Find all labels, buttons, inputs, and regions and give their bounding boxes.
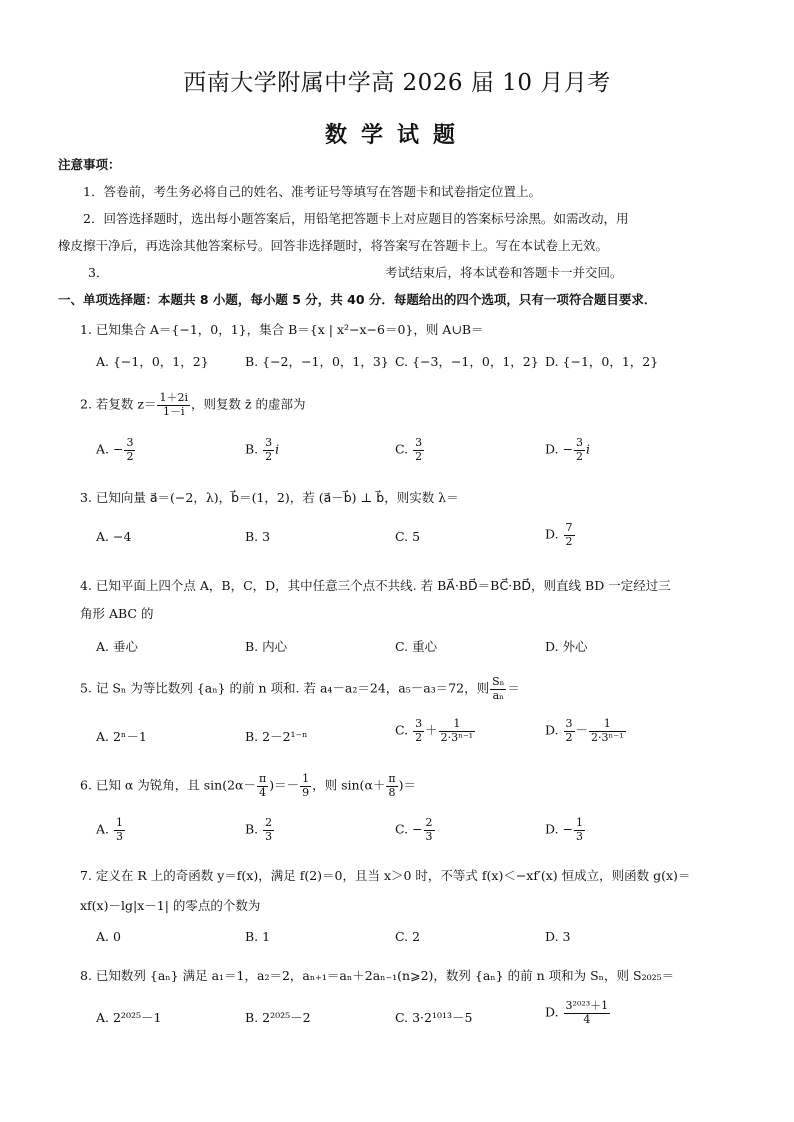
q8-d-frac [564,1000,611,1026]
q2-a-label: A. − [96,441,124,457]
q6-b-den: 3 [265,829,273,843]
note-3-number: 3． [88,265,109,280]
q7-stem-line2: xf(x)－lg|x－1| 的零点的个数为 [80,898,261,913]
q2-d-suffix: i [586,441,590,457]
q6-mid: )＝－ [269,777,300,793]
q2-a-frac [124,437,135,463]
q5-c-frac1 [413,718,424,744]
q6-option-c [395,817,436,843]
q3-option-d [545,522,576,548]
q2-c-den: 2 [415,449,423,463]
q2-d-label: D. − [545,441,573,457]
q4-option-b: B. 内心 [245,639,288,654]
q6-f2-num: 1 [302,772,310,785]
note-1: 1．答卷前，考生务必将自己的姓名、准考证号等填写在答题卡和试卷指定位置上。 [83,184,541,199]
q5-d-frac1 [564,718,575,744]
q2-d-frac [574,437,585,463]
q6-mid2: ，则 sin(α＋ [312,777,386,793]
q6-f3-num: π [388,772,396,785]
q7-option-b: B. 1 [245,929,271,944]
note-2-line1: 2．回答选择题时，选出每小题答案后，用铅笔把答题卡上对应题目的答案标号涂黑。如需改动，用 [83,211,629,226]
q3-option-a: A. −4 [96,529,132,544]
q6-c-label: C. − [395,821,423,837]
q5-fraction [490,676,506,702]
q2-option-c [395,437,425,463]
q2-c-label: C. [395,441,413,457]
q5-option-b: B. 2－2¹⁻ⁿ [245,729,308,744]
q5-stem-post: ＝ [507,680,520,696]
q1-stem: 1. 已知集合 A＝{−1，0，1}，集合 B＝{x | x²−x−6＝0}，则 A∪B＝ [80,322,484,337]
q6-a-label: A. [96,821,113,837]
q3-option-c: C. 5 [395,529,421,544]
q8-stem: 8. 已知数列 {aₙ} 满足 a₁＝1，a₂＝2，aₙ₊₁＝aₙ＋2aₙ₋₁(n⩾2)，数列 {aₙ} 的前 n 项和为 Sₙ，则 S₂₀₂₅＝ [80,968,675,983]
q6-stem [80,773,416,799]
q3-stem: 3. 已知向量 a⃗＝(−2，λ)，b⃗＝(1，2)，若 (a⃗－b⃗) ⊥ b⃗，则实数 λ＝ [80,490,459,505]
q2-b-suffix: i [275,441,280,457]
q2-d-num: 3 [576,436,583,449]
q2-a-den: 2 [126,449,134,463]
q6-c-den: 3 [425,829,433,843]
q6-pre: 6. 已知 α 为锐角，且 sin(2α－ [80,777,256,793]
q6-a-frac [114,817,125,843]
q8-d-label: D. [545,1004,563,1020]
q2-b-frac [263,437,274,463]
q6-option-b [245,817,275,843]
q6-a-num: 1 [115,816,123,829]
q2-stem [80,392,306,418]
q5-option-a: A. 2ⁿ－1 [96,729,147,744]
q5-c-num1: 3 [415,717,423,730]
q5-option-d [545,718,627,744]
q6-f1-num: π [259,772,267,785]
q6-c-num: 2 [425,816,433,829]
q2-fraction [157,392,190,418]
q5-c-op: ＋ [425,722,438,738]
q2-b-num: 3 [265,436,273,449]
q5-frac-den: aₙ [492,688,504,702]
q4-stem-line2: 角形 ABC 的 [80,606,154,621]
q5-d-op: － [575,722,589,738]
q8-option-a: A. 2²⁰²⁵－1 [96,1010,162,1025]
note-3: 考试结束后，将本试卷和答题卡一并交回。 [385,265,623,280]
q1-option-a: A. {−1，0，1，2} [96,354,209,369]
q5-option-c [395,718,476,744]
q7-option-d: D. 3 [545,929,571,944]
q6-a-den: 3 [115,829,123,843]
q5-d-label: D. [545,722,563,738]
q2-option-b [245,437,279,463]
q8-option-b: B. 2²⁰²⁵－2 [245,1010,311,1025]
q3-d-label: D. [545,526,563,542]
q8-option-c: C. 3·2¹⁰¹³－5 [395,1010,473,1025]
q4-option-a: A. 垂心 [96,639,138,654]
q5-stem [80,676,520,702]
q1-option-c: C. {−3，−1，0，1，2} [395,354,539,369]
q5-stem-pre: 5. 记 Sₙ 为等比数列 {aₙ} 的前 n 项和. 若 a₄－a₂＝24，a₅－a₃＝72，则 [80,680,490,696]
q6-f2-den: 9 [302,785,310,799]
q6-f3-den: 8 [388,785,396,799]
q6-c-frac [424,817,435,843]
q8-option-d [545,1000,611,1026]
q6-f1-den: 4 [259,785,267,799]
exam-title: 西南大学附属中学高 2026 届 10 月月考 [183,70,611,96]
q6-b-frac [263,817,274,843]
q5-d-num1: 3 [565,717,573,730]
q2-b-den: 2 [265,449,273,463]
q6-d-num: 1 [576,816,583,829]
q5-c-den2: 2·3ⁿ⁻¹ [440,730,474,744]
q2-stem-post: ，则复数 z̄ 的虚部为 [190,396,306,412]
q5-d-den2: 2·3ⁿ⁻¹ [591,730,624,744]
q2-frac-num: 1＋2i [159,391,188,404]
q3-d-frac [564,522,575,548]
q2-c-frac [413,437,424,463]
q6-frac1 [257,773,268,799]
q5-c-den1: 2 [415,730,423,744]
q5-c-frac2 [439,718,475,744]
q6-frac2 [300,773,311,799]
q5-frac-num: Sₙ [492,675,505,688]
q5-c-label: C. [395,722,413,738]
q2-option-d [545,437,590,463]
q6-option-a [96,817,126,843]
q4-option-c: C. 重心 [395,639,438,654]
q6-b-num: 2 [265,816,273,829]
q5-d-frac2 [589,718,625,744]
q6-d-den: 3 [576,829,583,843]
q6-option-d [545,817,586,843]
q2-c-num: 3 [415,436,423,449]
q8-d-den: 4 [583,1012,591,1026]
q3-option-b: B. 3 [245,529,271,544]
q6-d-label: D. − [545,821,573,837]
q2-stem-pre: 2. 若复数 z＝ [80,396,157,412]
q2-d-den: 2 [576,449,583,463]
q6-b-label: B. [245,821,263,837]
q6-frac3 [386,773,397,799]
q2-option-a [96,437,136,463]
q1-option-b: B. {−2，−1，0，1，3} [245,354,389,369]
notes-heading: 注意事项： [58,157,121,172]
exam-subtitle: 数学试题 [324,122,469,148]
q7-option-c: C. 2 [395,929,421,944]
q3-d-num: 7 [565,521,573,534]
q6-post: )＝ [398,777,417,793]
q5-c-num2: 1 [439,718,475,732]
q2-b-label: B. [245,441,263,457]
q8-d-num: 3²⁰²³＋1 [565,999,609,1012]
q6-d-frac [574,817,585,843]
q1-option-d: D. {−1，0，1，2} [545,354,659,369]
q2-frac-den: 1－i [162,404,185,418]
q4-stem-line1: 4. 已知平面上四个点 A，B，C，D，其中任意三个点不共线. 若 BA⃗·BD⃗＝BC⃗·BD⃗，则直线 BD 一定经过三 [80,578,671,593]
q2-a-num: 3 [126,436,134,449]
q3-d-den: 2 [565,534,573,548]
q5-d-den1: 2 [565,730,573,744]
note-2-line2: 橡皮擦干净后，再选涂其他答案标号。回答非选择题时，将答案写在答题卡上。写在本试卷上无效。 [58,238,609,253]
q7-stem-line1: 7. 定义在 R 上的奇函数 y＝f(x)，满足 f(2)＝0，且当 x＞0 时，不等式 f(x)＜−xf′(x) 恒成立，则函数 g(x)＝ [80,868,691,883]
section-heading: 一、单项选择题：本题共 8 小题，每小题 5 分，共 40 分．每题给出的四个选项，只有一项符合题目要求． [58,292,657,307]
q4-option-d: D. 外心 [545,639,588,654]
q7-option-a: A. 0 [96,929,121,944]
q5-d-num2: 1 [589,718,625,732]
